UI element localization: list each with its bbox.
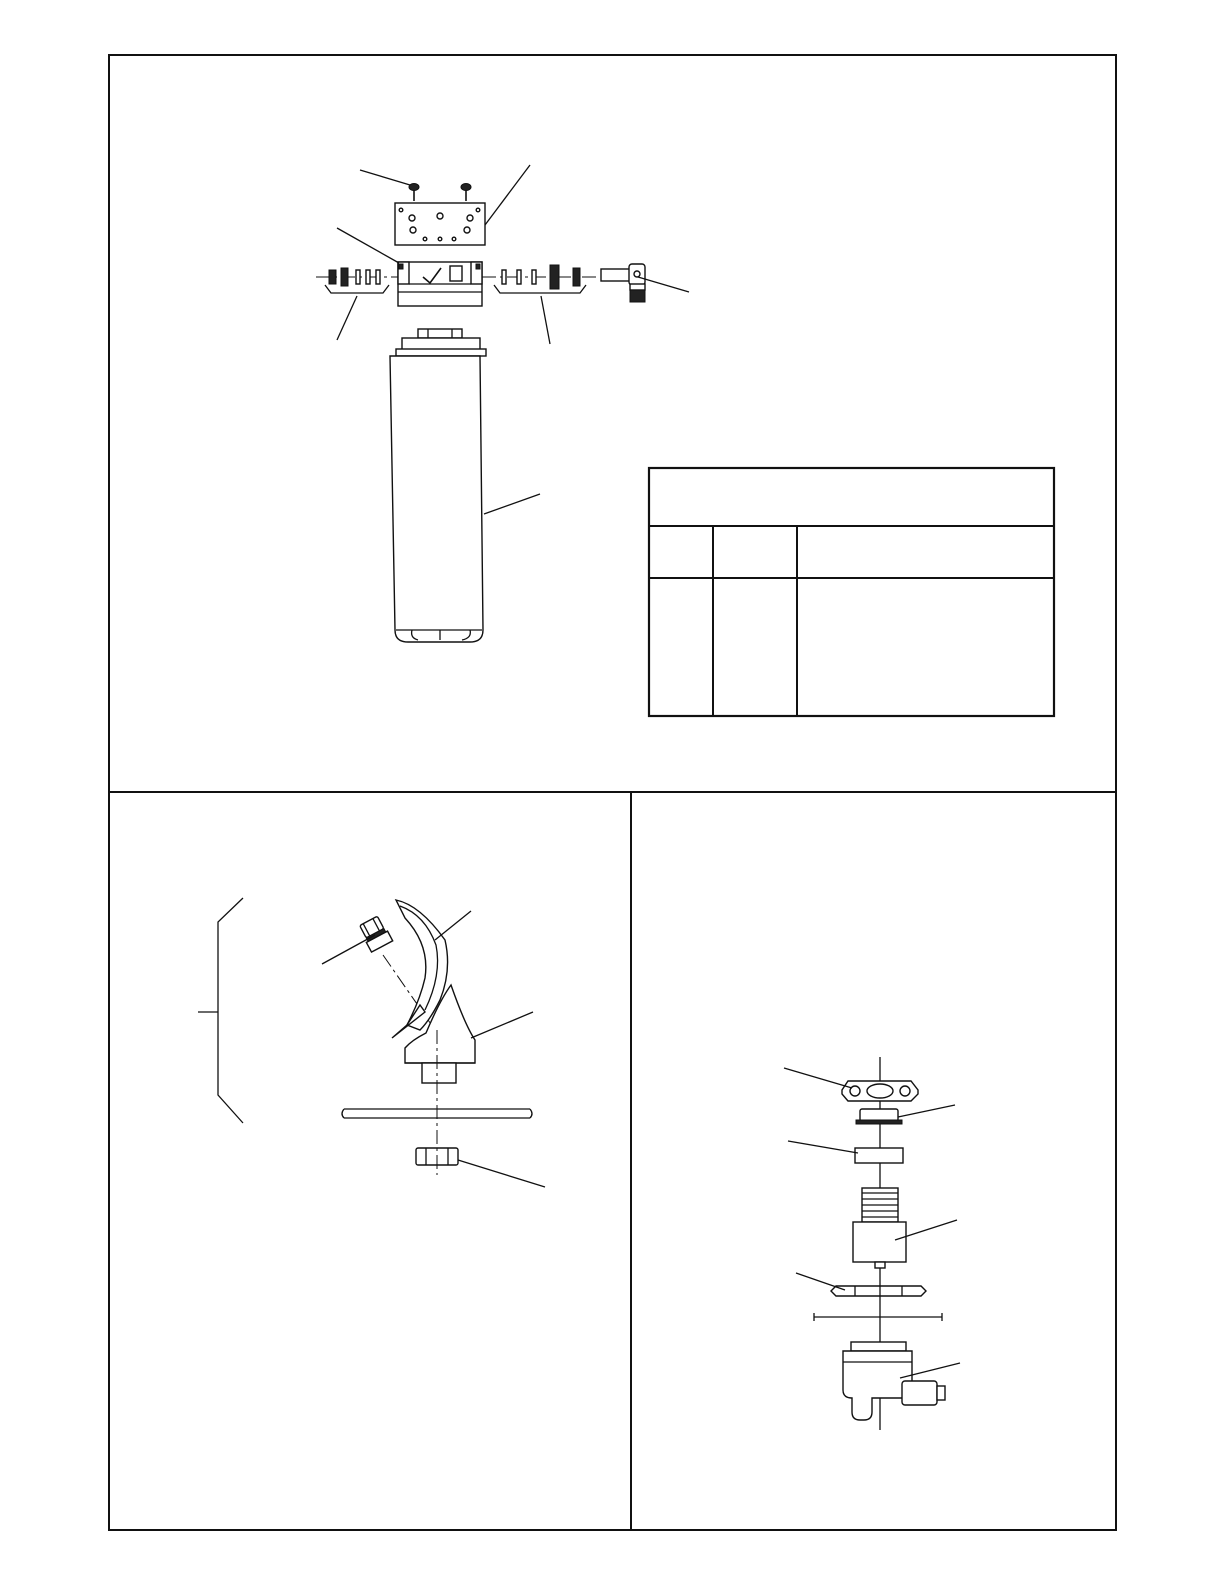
air-gap-threaded-body — [853, 1188, 906, 1268]
filter-assembly-panel — [316, 165, 1054, 716]
parts-table — [649, 468, 1054, 716]
air-gap-base — [843, 1342, 945, 1420]
filter-leader-lines — [337, 165, 689, 514]
air-gap-spacer — [855, 1148, 903, 1163]
mounting-screw-left — [409, 184, 419, 202]
air-gap-insert — [856, 1109, 902, 1124]
faucet-group-brace — [198, 898, 243, 1123]
air-gap-cap — [842, 1081, 918, 1101]
air-gap-assembly-panel — [784, 1057, 960, 1430]
air-gap-countertop — [814, 1313, 942, 1321]
mounting-bracket — [395, 203, 485, 245]
elbow-fitting — [601, 264, 645, 302]
inlet-fitting-parts — [316, 268, 398, 293]
faucet-assembly-panel — [198, 898, 545, 1187]
outlet-fitting-parts — [482, 265, 600, 293]
filter-head — [398, 262, 482, 306]
air-gap-flange-nut — [831, 1286, 926, 1296]
filter-cartridge — [390, 329, 486, 642]
mounting-screw-right — [461, 184, 471, 202]
